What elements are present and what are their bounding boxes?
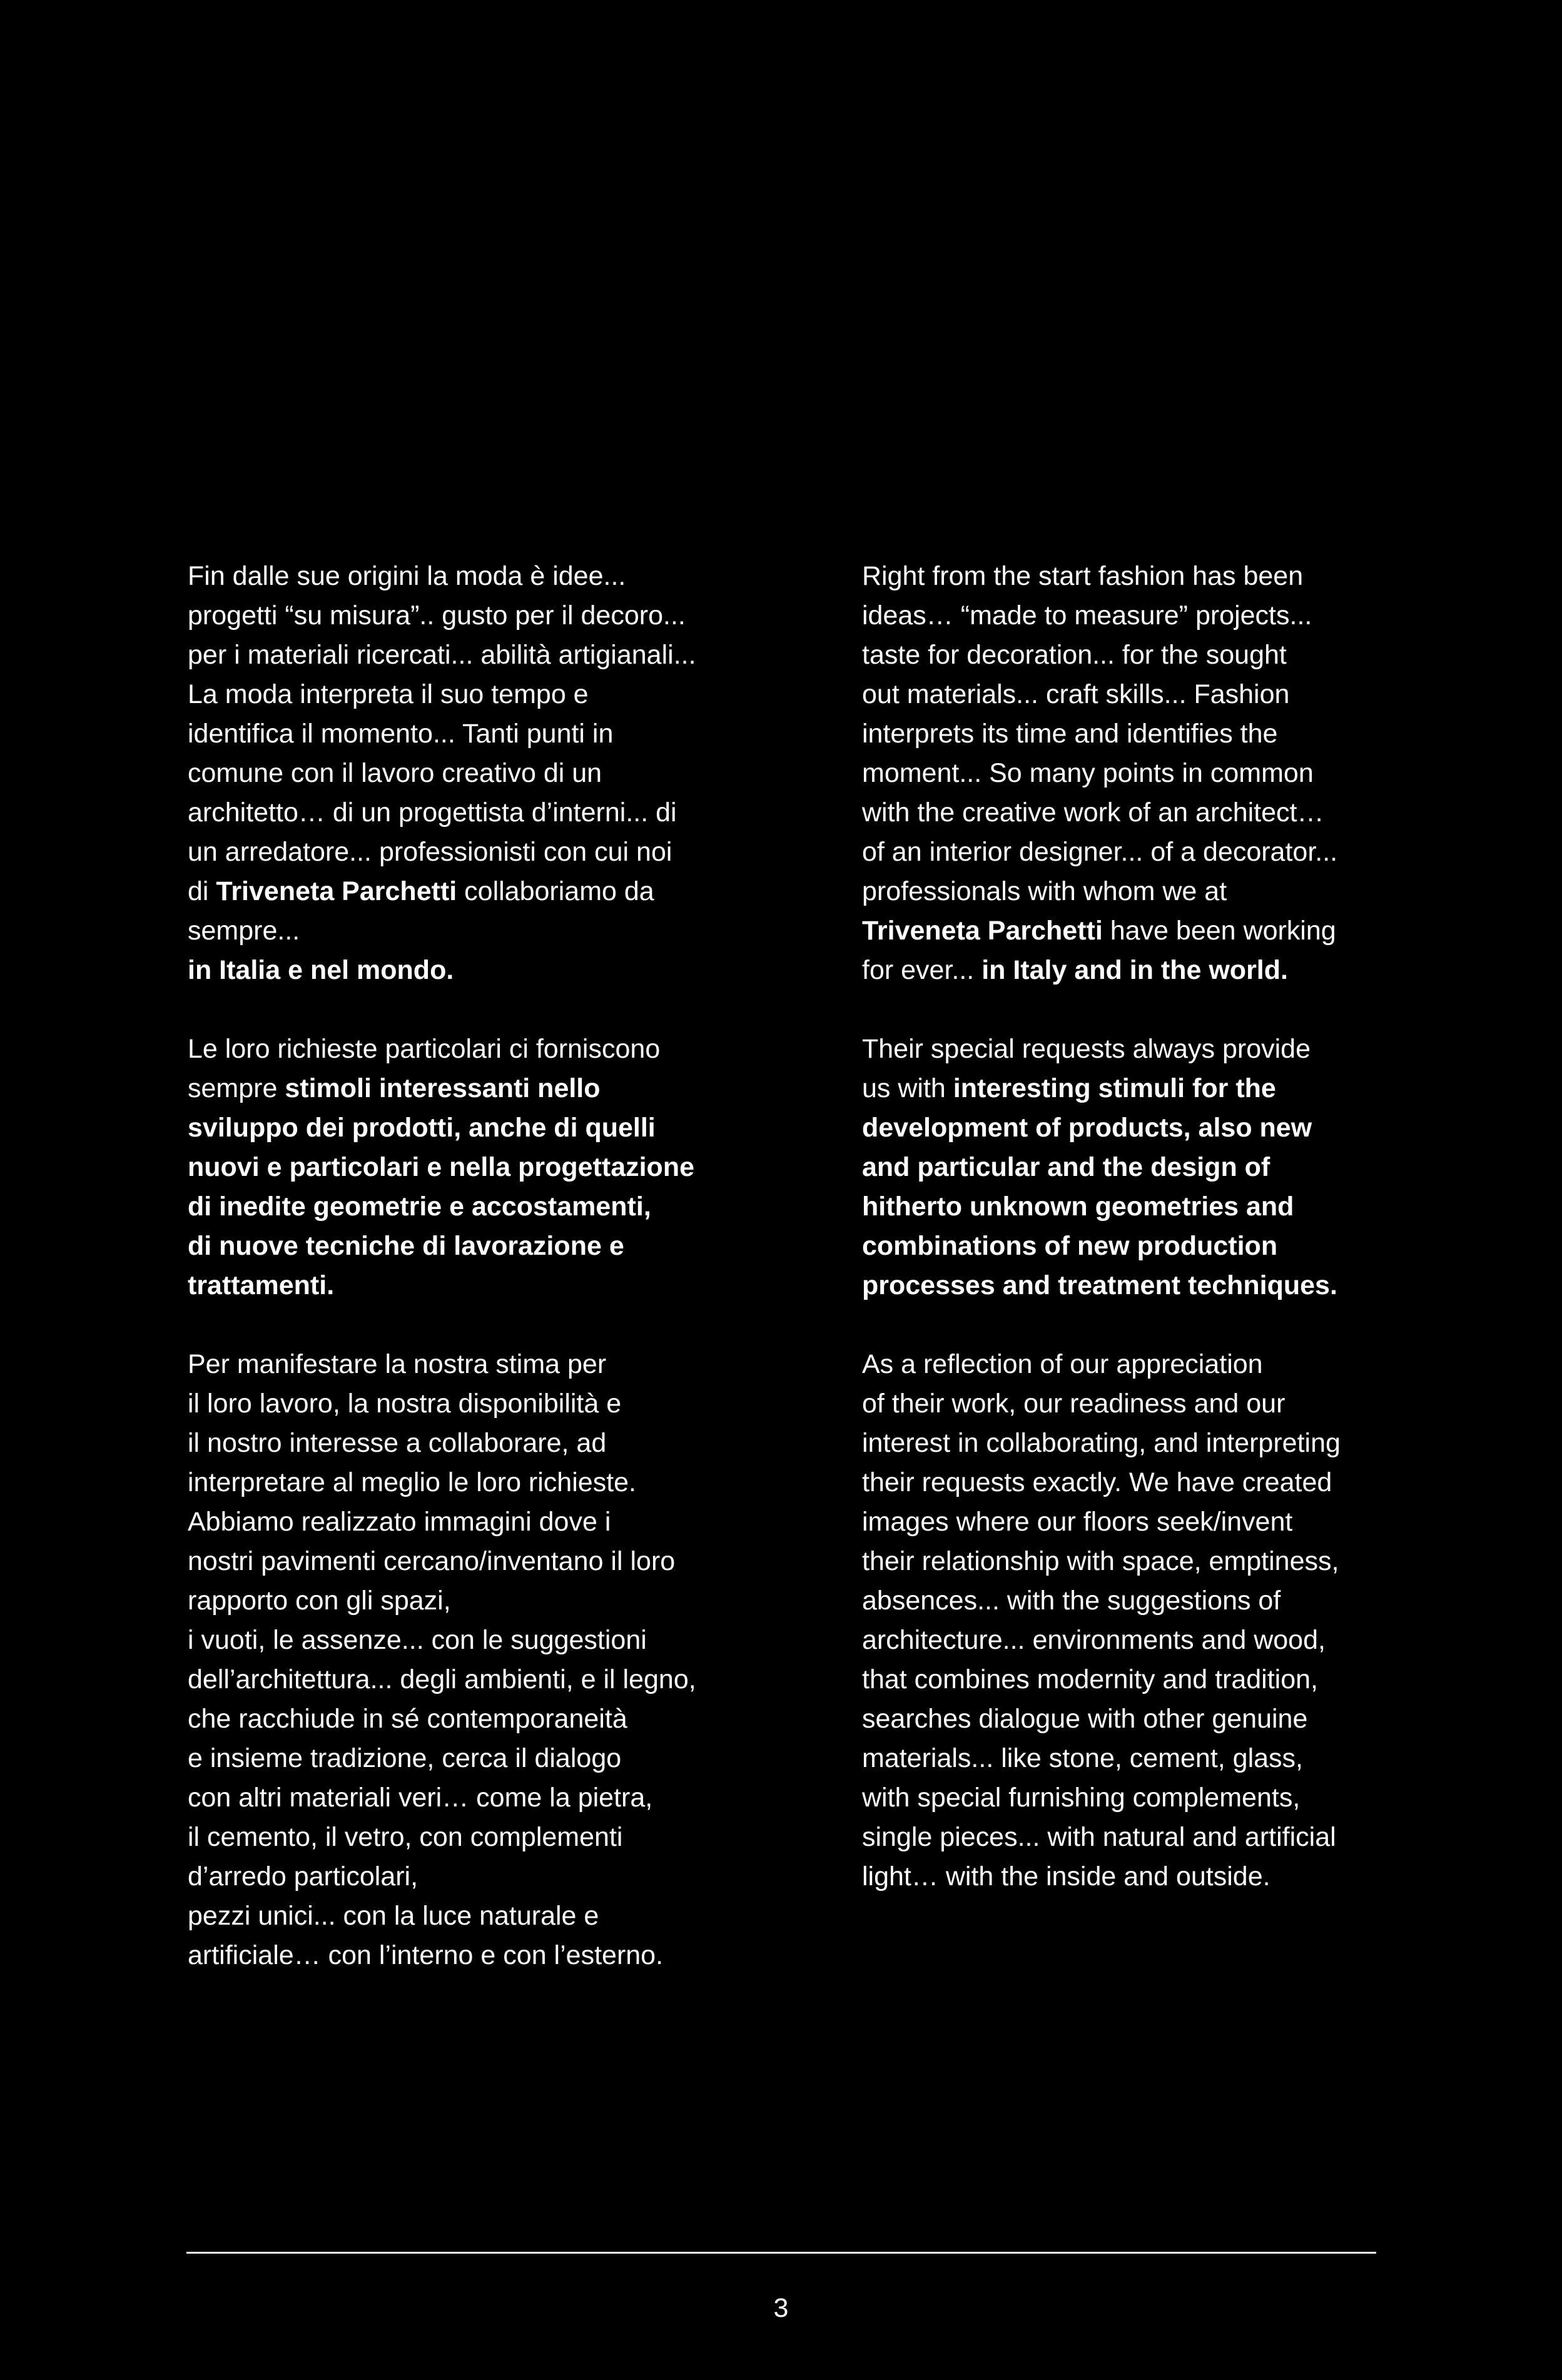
english-paragraph-3 xyxy=(862,1345,1425,1896)
italian-paragraph-2 xyxy=(188,1030,751,1305)
text-line: materials... like stone, cement, glass, xyxy=(862,1743,1304,1773)
text-line: interpretare al meglio le loro richieste. xyxy=(188,1467,636,1497)
text-line: il nostro interesse a collaborare, ad xyxy=(188,1428,607,1458)
company-name: Triveneta Parchetti xyxy=(862,916,1103,946)
text-line-bold: in Italia e nel mondo. xyxy=(188,955,454,985)
text-line: of their work, our readiness and our xyxy=(862,1389,1286,1419)
text-line: interest in collaborating, and interpreting xyxy=(862,1428,1341,1458)
text-line: un arredatore... professionisti con cui noi xyxy=(188,837,672,867)
text-line: interprets its time and identifies the xyxy=(862,719,1278,749)
text-line: che racchiude in sé contemporaneità xyxy=(188,1704,627,1734)
text-line: rapporto con gli spazi, xyxy=(188,1586,451,1616)
text-fragment: have been working xyxy=(1102,916,1336,946)
text-fragment-bold: stimoli interessanti nello xyxy=(285,1073,601,1103)
text-line: identifica il momento... Tanti punti in xyxy=(188,719,614,749)
text-fragment-bold: interesting stimuli for the xyxy=(953,1073,1276,1103)
text-line: La moda interpreta il suo tempo e xyxy=(188,679,589,709)
text-line-bold: development of products, also new xyxy=(862,1113,1312,1143)
text-line: with the creative work of an architect… xyxy=(862,798,1324,828)
text-line: of an interior designer... of a decorator... xyxy=(862,837,1338,867)
text-line-bold: hitherto unknown geometries and xyxy=(862,1192,1294,1222)
text-line-bold: processes and treatment techniques. xyxy=(862,1270,1337,1300)
text-line xyxy=(188,872,751,911)
text-line: Right from the start fashion has been xyxy=(862,561,1304,591)
text-line-bold: di inedite geometrie e accostamenti, xyxy=(188,1192,651,1222)
text-line: their relationship with space, emptiness, xyxy=(862,1546,1339,1576)
text-line: comune con il lavoro creativo di un xyxy=(188,758,602,788)
text-line xyxy=(862,951,1425,990)
text-line-bold: combinations of new production xyxy=(862,1231,1278,1261)
italian-paragraph-3 xyxy=(188,1345,751,1975)
text-line: con altri materiali veri… come la pietra, xyxy=(188,1783,653,1813)
text-line: nostri pavimenti cercano/inventano il loro xyxy=(188,1546,676,1576)
text-line: absences... with the suggestions of xyxy=(862,1586,1281,1616)
text-fragment: us with xyxy=(862,1073,953,1103)
text-line: single pieces... with natural and artificial xyxy=(862,1822,1336,1852)
text-line-bold: sviluppo dei prodotti, anche di quelli xyxy=(188,1113,656,1143)
english-paragraph-2 xyxy=(862,1030,1425,1305)
text-line-bold: di nuove tecniche di lavorazione e xyxy=(188,1231,624,1261)
text-line: sempre... xyxy=(188,916,300,946)
text-line-bold: trattamenti. xyxy=(188,1270,335,1300)
text-line: professionals with whom we at xyxy=(862,876,1227,906)
text-line: per i materiali ricercati... abilità artigianali... xyxy=(188,640,696,670)
text-line: their requests exactly. We have created xyxy=(862,1467,1332,1497)
text-fragment: di xyxy=(188,876,216,906)
text-line: artificiale… con l’interno e con l’esterno. xyxy=(188,1940,664,1970)
text-line: Abbiamo realizzato immagini dove i xyxy=(188,1507,611,1537)
text-line: Le loro richieste particolari ci forniscono xyxy=(188,1034,661,1064)
italian-text-column xyxy=(188,557,751,2015)
text-line: Their special requests always provide xyxy=(862,1034,1311,1064)
text-line: progetti “su misura”.. gusto per il decoro... xyxy=(188,600,686,630)
text-fragment: collaboriamo da xyxy=(457,876,654,906)
text-line: e insieme tradizione, cerca il dialogo xyxy=(188,1743,622,1773)
text-line: moment... So many points in common xyxy=(862,758,1314,788)
text-line: pezzi unici... con la luce naturale e xyxy=(188,1901,599,1931)
text-line: out materials... craft skills... Fashion xyxy=(862,679,1290,709)
text-line-bold: and particular and the design of xyxy=(862,1152,1270,1182)
text-line xyxy=(188,1069,751,1108)
text-line-bold: nuovi e particolari e nella progettazione xyxy=(188,1152,695,1182)
english-paragraph-1 xyxy=(862,557,1425,990)
text-line: Fin dalle sue origini la moda è idee... xyxy=(188,561,626,591)
text-line: images where our floors seek/invent xyxy=(862,1507,1293,1537)
text-line: light… with the inside and outside. xyxy=(862,1861,1270,1891)
text-line xyxy=(862,911,1425,951)
company-name: Triveneta Parchetti xyxy=(216,876,457,906)
text-line: d’arredo particolari, xyxy=(188,1861,418,1891)
text-line: with special furnishing complements, xyxy=(862,1783,1301,1813)
text-line: architetto… di un progettista d’interni... di xyxy=(188,798,677,828)
footer-divider xyxy=(186,2252,1376,2254)
text-line: architecture... environments and wood, xyxy=(862,1625,1326,1655)
text-line: ideas… “made to measure” projects... xyxy=(862,600,1312,630)
text-line: taste for decoration... for the sought xyxy=(862,640,1287,670)
english-text-column xyxy=(862,557,1425,1936)
text-line: that combines modernity and tradition, xyxy=(862,1664,1319,1694)
text-line: Per manifestare la nostra stima per xyxy=(188,1349,607,1379)
text-line: i vuoti, le assenze... con le suggestioni xyxy=(188,1625,647,1655)
text-line: il loro lavoro, la nostra disponibilità e xyxy=(188,1389,622,1419)
text-line: dell’architettura... degli ambienti, e il legno, xyxy=(188,1664,696,1694)
page-number: 3 xyxy=(773,2293,789,2323)
text-line xyxy=(862,1069,1425,1108)
text-line: il cemento, il vetro, con complementi xyxy=(188,1822,623,1852)
text-line: searches dialogue with other genuine xyxy=(862,1704,1308,1734)
italian-paragraph-1 xyxy=(188,557,751,990)
text-fragment: sempre xyxy=(188,1073,285,1103)
text-fragment: for ever... xyxy=(862,955,982,985)
text-line: As a reflection of our appreciation xyxy=(862,1349,1263,1379)
text-fragment-bold: in Italy and in the world. xyxy=(981,955,1288,985)
